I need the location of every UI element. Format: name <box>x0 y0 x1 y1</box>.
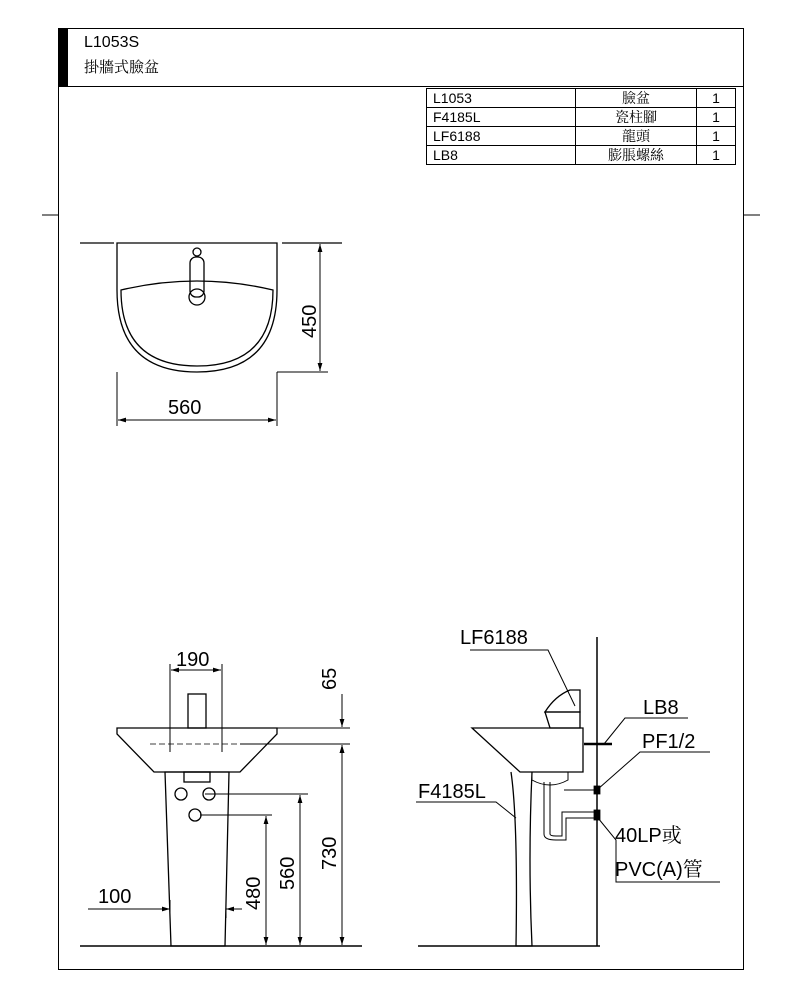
part-name: 臉盆 <box>576 89 697 108</box>
dim-560-front: 560 <box>277 856 299 890</box>
dim-560-top: 560 <box>168 397 202 419</box>
part-code: LF6188 <box>427 127 576 146</box>
basin-bowl-top <box>121 281 273 366</box>
dim-730: 730 <box>319 836 341 870</box>
pedestal-side <box>511 772 532 946</box>
part-name: 膨脹螺絲 <box>576 146 697 165</box>
part-name: 龍頭 <box>576 127 697 146</box>
part-qty: 1 <box>697 127 736 146</box>
product-name: 掛牆式臉盆 <box>84 59 160 76</box>
drain-cap-front <box>184 772 210 782</box>
faucet-side-body <box>545 690 580 712</box>
part-qty: 1 <box>697 108 736 127</box>
part-code: L1053 <box>427 89 576 108</box>
dim-65: 65 <box>319 667 341 690</box>
leader-pedestal <box>416 802 516 818</box>
leader-faucet <box>470 650 575 706</box>
label-drain-line2: PVC(A)管 <box>615 859 703 881</box>
supply-valve <box>594 786 600 794</box>
label-drain-line1: 40LP或 <box>615 825 682 847</box>
faucet-hole-icon <box>193 248 201 256</box>
model-code: L1053S <box>84 34 140 51</box>
part-qty: 1 <box>697 89 736 108</box>
drain-pipe-elbow <box>544 818 594 840</box>
basin-side <box>472 728 583 772</box>
pipe-hole-3 <box>189 809 201 821</box>
dim-190: 190 <box>176 649 210 671</box>
label-pedestal: F4185L <box>418 781 486 803</box>
dim-450: 450 <box>299 304 321 338</box>
faucet-side-base <box>545 712 580 728</box>
pipe-hole-1 <box>175 788 187 800</box>
basin-front <box>117 728 277 772</box>
pedestal-front <box>165 772 229 946</box>
part-code: F4185L <box>427 108 576 127</box>
part-code: LB8 <box>427 146 576 165</box>
label-bolt: LB8 <box>643 697 679 719</box>
part-name: 瓷柱腳 <box>576 108 697 127</box>
drain-outlet <box>594 810 600 820</box>
faucet-front <box>188 694 206 728</box>
leader-supply <box>598 752 710 789</box>
part-qty: 1 <box>697 146 736 165</box>
label-faucet: LF6188 <box>460 627 528 649</box>
label-supply: PF1/2 <box>642 731 696 753</box>
dim-100: 100 <box>98 886 132 908</box>
basin-outline-top <box>117 243 277 372</box>
dim-480: 480 <box>243 876 265 910</box>
